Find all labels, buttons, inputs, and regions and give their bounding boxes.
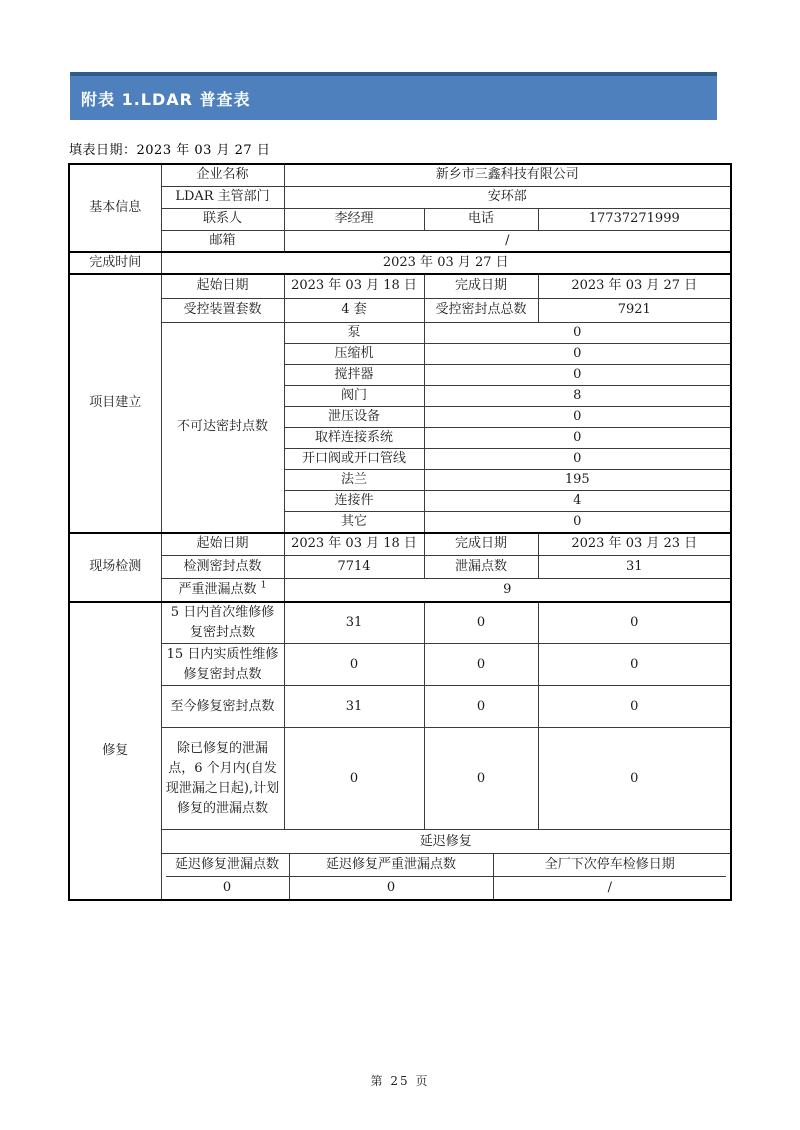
section-basic-info: 基本信息 <box>69 164 161 252</box>
devices-count-label: 受控装置套数 <box>161 298 284 322</box>
delayed-repair-grid-cell <box>161 854 731 901</box>
equipment-name: 开口阀或开口管线 <box>284 448 424 469</box>
equipment-value: 0 <box>424 322 731 343</box>
table-row <box>69 274 731 298</box>
company-name-label: 企业名称 <box>161 164 284 186</box>
table-row <box>69 322 731 343</box>
project-start-label: 起始日期 <box>161 274 284 298</box>
email-value: / <box>284 230 731 252</box>
repair-value: 31 <box>284 686 424 728</box>
section-banner <box>70 72 717 120</box>
completion-time-value: 2023 年 03 月 27 日 <box>161 252 731 274</box>
section-project-setup: 项目建立 <box>69 274 161 533</box>
table-row <box>69 556 731 579</box>
detection-end-label: 完成日期 <box>424 533 538 556</box>
repair-value: 0 <box>284 728 424 830</box>
equipment-value: 195 <box>424 469 731 490</box>
table-row <box>69 298 731 322</box>
table-row <box>69 602 731 644</box>
next-shutdown-date-value: / <box>493 877 727 899</box>
repair-value: 0 <box>538 728 731 830</box>
table-row <box>69 686 731 728</box>
equipment-value: 4 <box>424 490 731 511</box>
repair-row-label: 5 日内首次维修修复密封点数 <box>161 602 284 644</box>
equipment-name: 其它 <box>284 511 424 533</box>
delayed-severe-leaks-value: 0 <box>289 877 493 899</box>
table-row <box>69 644 731 686</box>
page-number: 第 25 页 <box>370 1074 430 1088</box>
next-shutdown-date-label: 全厂下次停车检修日期 <box>493 854 727 877</box>
ldar-dept-label: LDAR 主管部门 <box>161 186 284 208</box>
sealed-points-total-value: 7921 <box>538 298 731 322</box>
contact-label: 联系人 <box>161 208 284 230</box>
table-row <box>69 728 731 830</box>
section-field-detection: 现场检测 <box>69 533 161 602</box>
completion-time-label: 完成时间 <box>69 252 161 274</box>
severe-leak-value: 9 <box>284 579 731 602</box>
company-name-value: 新乡市三鑫科技有限公司 <box>284 164 731 186</box>
detection-start-value: 2023 年 03 月 18 日 <box>284 533 424 556</box>
contact-value: 李经理 <box>284 208 424 230</box>
equipment-value: 0 <box>424 427 731 448</box>
table-row <box>69 579 731 602</box>
table-row <box>69 164 731 186</box>
repair-value: 0 <box>424 686 538 728</box>
phone-value: 17737271999 <box>538 208 731 230</box>
equipment-value: 0 <box>424 343 731 364</box>
project-start-value: 2023 年 03 月 18 日 <box>284 274 424 298</box>
detected-points-label: 检测密封点数 <box>161 556 284 579</box>
delayed-leaks-label: 延迟修复泄漏点数 <box>166 854 289 877</box>
detected-points-value: 7714 <box>284 556 424 579</box>
equipment-name: 取样连接系统 <box>284 427 424 448</box>
equipment-name: 泄压设备 <box>284 406 424 427</box>
fill-date-line: 填表日期：2023 年 03 月 27 日 <box>69 143 271 158</box>
repair-row-label: 除已修复的泄漏点，6 个月内(自发现泄漏之日起),计划修复的泄漏点数 <box>161 728 284 830</box>
repair-value: 0 <box>284 644 424 686</box>
devices-count-value: 4 套 <box>284 298 424 322</box>
equipment-name: 搅拌器 <box>284 364 424 385</box>
footnote-marker: 1 <box>260 580 267 591</box>
unreachable-points-label: 不可达密封点数 <box>161 322 284 533</box>
repair-value: 31 <box>284 602 424 644</box>
phone-label: 电话 <box>424 208 538 230</box>
email-label: 邮箱 <box>161 230 284 252</box>
repair-value: 0 <box>424 602 538 644</box>
severe-leak-label: 严重泄漏点数 $^1$ <box>161 579 284 602</box>
equipment-value: 0 <box>424 364 731 385</box>
table-row <box>69 830 731 854</box>
delayed-repair-header: 延迟修复 <box>161 830 731 854</box>
repair-value: 0 <box>424 728 538 830</box>
table-row <box>69 208 731 230</box>
repair-value: 0 <box>538 602 731 644</box>
detection-end-value: 2023 年 03 月 23 日 <box>538 533 731 556</box>
repair-row-label: 至今修复密封点数 <box>161 686 284 728</box>
equipment-name: 泵 <box>284 322 424 343</box>
leak-points-label: 泄漏点数 <box>424 556 538 579</box>
detection-start-label: 起始日期 <box>161 533 284 556</box>
equipment-value: 0 <box>424 406 731 427</box>
project-end-label: 完成日期 <box>424 274 538 298</box>
repair-value: 0 <box>538 686 731 728</box>
equipment-value: 0 <box>424 511 731 533</box>
ldar-survey-table <box>68 163 732 901</box>
delayed-repair-grid <box>166 854 727 899</box>
sealed-points-total-label: 受控密封点总数 <box>424 298 538 322</box>
project-end-value: 2023 年 03 月 27 日 <box>538 274 731 298</box>
equipment-name: 压缩机 <box>284 343 424 364</box>
repair-value: 0 <box>424 644 538 686</box>
repair-row-label: 15 日内实质性维修修复密封点数 <box>161 644 284 686</box>
table-row <box>69 854 731 901</box>
delayed-leaks-value: 0 <box>222 880 232 895</box>
section-repair: 修复 <box>69 602 161 901</box>
equipment-name: 法兰 <box>284 469 424 490</box>
equipment-name: 阀门 <box>284 385 424 406</box>
repair-value: 0 <box>538 644 731 686</box>
equipment-value: 0 <box>424 448 731 469</box>
equipment-name: 连接件 <box>284 490 424 511</box>
table-row <box>69 230 731 252</box>
table-row <box>69 533 731 556</box>
banner-title: 附表 1.LDAR 普查表 <box>81 89 251 109</box>
delayed-severe-leaks-label: 延迟修复严重泄漏点数 <box>289 854 493 877</box>
table-row <box>69 186 731 208</box>
leak-points-value: 31 <box>538 556 731 579</box>
table-row <box>69 252 731 274</box>
equipment-value: 8 <box>424 385 731 406</box>
ldar-dept-value: 安环部 <box>284 186 731 208</box>
